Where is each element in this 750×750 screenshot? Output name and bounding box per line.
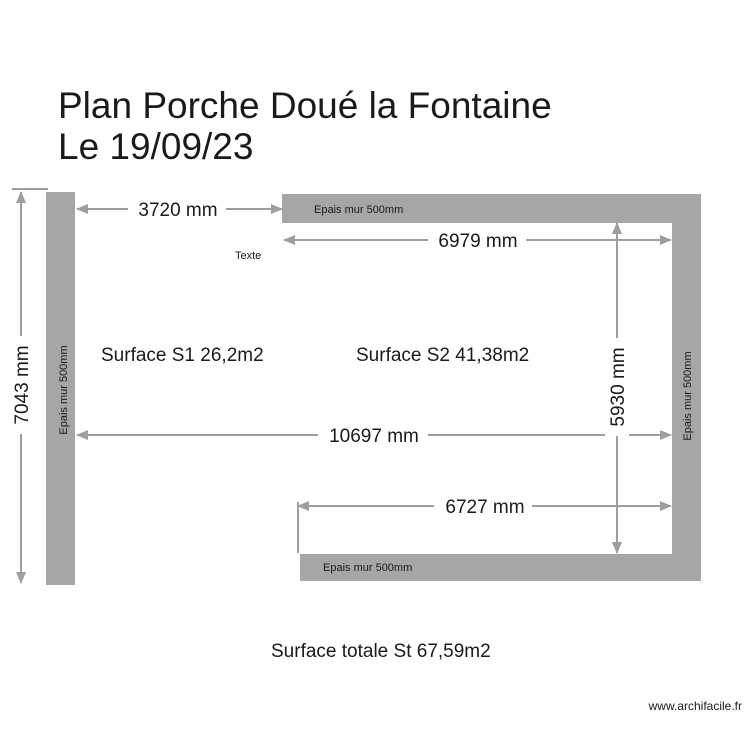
dim-label-overall: 10697 mm: [329, 426, 419, 447]
texte-label: Texte: [235, 250, 262, 262]
surface-s2: Surface S2 41,38m2: [356, 345, 530, 366]
dim-label-top-inner: 6979 mm: [438, 231, 518, 252]
plan-title: Plan Porche Doué la Fontaine: [58, 85, 552, 126]
wall-top-label: Epais mur 500mm: [314, 204, 404, 216]
dim-label-bottom-inner: 6727 mm: [445, 497, 525, 518]
wall-right-label: Epais mur 500mm: [682, 351, 694, 441]
wall-left-label: Epais mur 500mm: [58, 345, 70, 435]
dim-label-top-left: 3720 mm: [138, 200, 218, 221]
surface-s1: Surface S1 26,2m2: [101, 345, 264, 366]
watermark: www.archifacile.fr: [648, 699, 742, 713]
dim-label-left-height: 7043 mm: [12, 345, 33, 425]
surface-total: Surface totale St 67,59m2: [271, 641, 491, 662]
dim-label-right-height: 5930 mm: [608, 347, 629, 427]
wall-bottom-label: Epais mur 500mm: [323, 562, 413, 574]
plan-date: Le 19/09/23: [58, 126, 254, 167]
